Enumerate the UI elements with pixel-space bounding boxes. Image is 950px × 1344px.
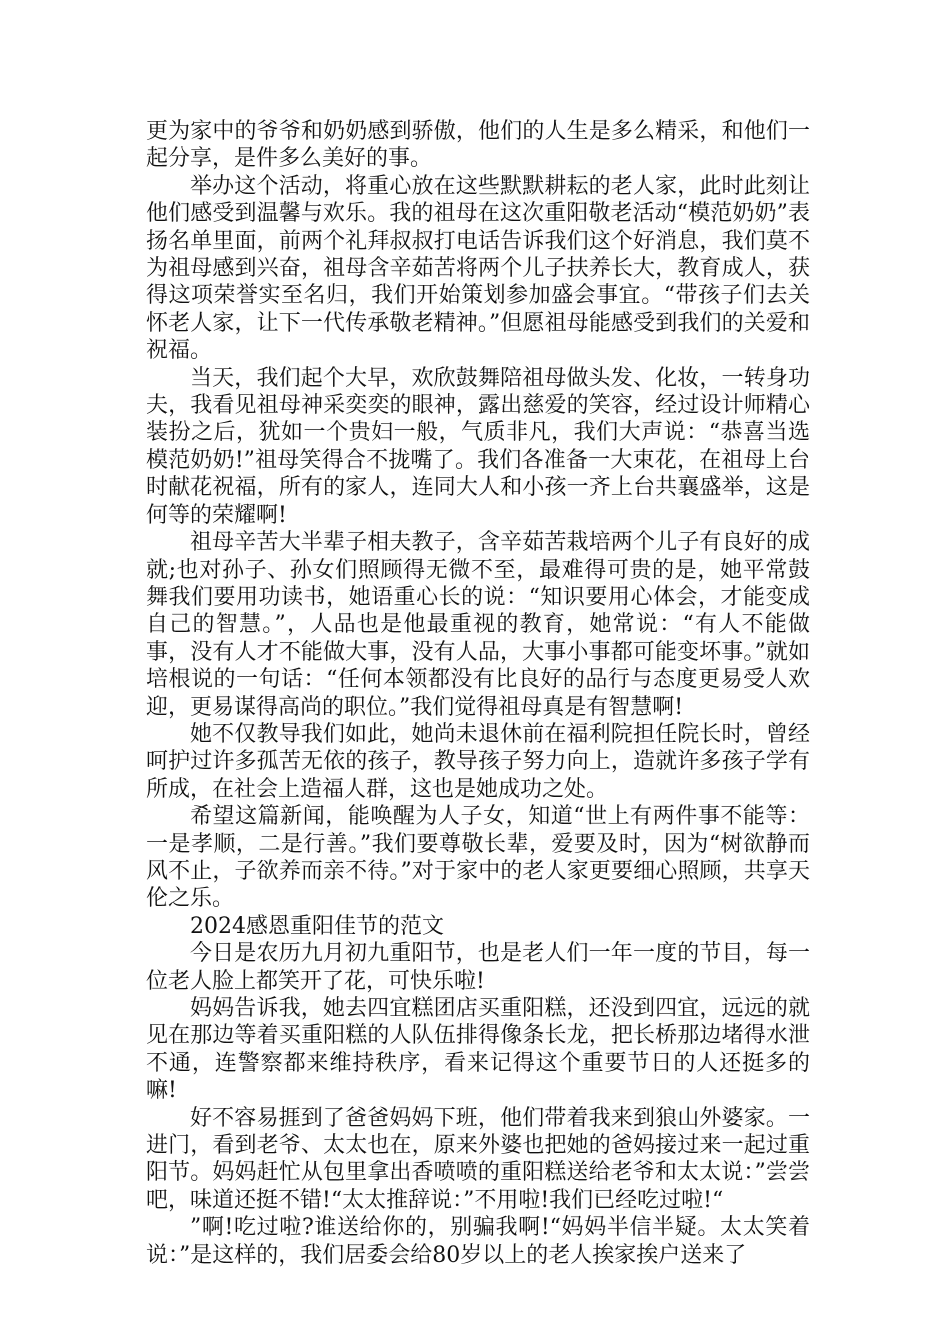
paragraph: 好不容易捱到了爸爸妈妈下班，他们带着我来到狼山外婆家。一进门，看到老爷、太太也在，原来外婆也把她的爸妈接过来一起过重阳节。妈妈赶忙从包里拿出香喷喷的重阳糕送给老爷和太太说：”尝尝吧，味道还挺不错!“太太推辞说：”不用啦!我们已经吃过啦!“: [146, 1105, 810, 1213]
paragraph: ”啊!吃过啦?谁送给你的，别骗我啊!“妈妈半信半疑。太太笑着说：”是这样的，我们居委会给80岁以上的老人挨家挨户送来了: [146, 1215, 810, 1268]
paragraph: 妈妈告诉我，她去四宜糕团店买重阳糕，还没到四宜，远远的就见在那边等着买重阳糕的人队伍排得像条长龙，把长桥那边堵得水泄不通，连警察都来维持秩序，看来记得这个重要节日的人还挺多的嘛!: [146, 996, 810, 1104]
document-page: [146, 118, 810, 1269]
section-heading: 2024感恩重阳佳节的范文: [190, 913, 444, 939]
paragraph: 当天，我们起个大早，欢欣鼓舞陪祖母做头发、化妆，一转身功夫，我看见祖母神采奕奕的眼神，露出慈爱的笑容，经过设计师精心装扮之后，犹如一个贵妇一般，气质非凡，我们大声说：“恭喜当选模范奶奶!”祖母笑得合不拢嘴了。我们各准备一大束花，在祖母上台时献花祝福，所有的家人，连同大人和小孩一齐上台共襄盛举，这是何等的荣耀啊!: [146, 365, 810, 528]
paragraph: 希望这篇新闻，能唤醒为人子女，知道“世上有两件事不能等：一是孝顺，二是行善。”我们要尊敬长辈，爱要及时，因为“树欲静而风不止，子欲养而亲不待。”对于家中的老人家更要细心照顾，共享天伦之乐。: [146, 804, 810, 912]
paragraph-continuation: 更为家中的爷爷和奶奶感到骄傲，他们的人生是多么精采，和他们一起分享，是件多么美好的事。: [146, 119, 810, 172]
paragraph: 她不仅教导我们如此，她尚未退休前在福利院担任院长时，曾经呵护过许多孤苦无依的孩子，教导孩子努力向上，造就许多孩子学有所成，在社会上造福人群，这也是她成功之处。: [146, 721, 810, 802]
paragraph: 举办这个活动，将重心放在这些默默耕耘的老人家，此时此刻让他们感受到温馨与欢乐。我的祖母在这次重阳敬老活动“模范奶奶”表扬名单里面，前两个礼拜叔叔打电话告诉我们这个好消息，我们莫不为祖母感到兴奋，祖母含辛茹苦将两个儿子扶养长大，教育成人，获得这项荣誉实至名归，我们开始策划参加盛会事宜。“带孩子们去关怀老人家，让下一代传承敬老精神。”但愿祖母能感受到我们的关爱和祝福。: [146, 173, 810, 364]
paragraph: 祖母辛苦大半辈子相夫教子，含辛茹苦栽培两个儿子有良好的成就;也对孙子、孙女们照顾得无微不至，最难得可贵的是，她平常鼓舞我们要用功读书，她语重心长的说：“知识要用心体会，才能变成自己的智慧。”，人品也是他最重视的教育，她常说：“有人不能做事，没有人才不能做大事，没有人品，大事小事都可能变坏事。”就如培根说的一句话：“任何本领都没有比良好的品行与态度更易受人欢迎，更易谋得高尚的职位。”我们觉得祖母真是有智慧啊!: [146, 530, 810, 720]
paragraph: 今日是农历九月初九重阳节，也是老人们一年一度的节目，每一位老人脸上都笑开了花，可快乐啦!: [146, 941, 810, 994]
